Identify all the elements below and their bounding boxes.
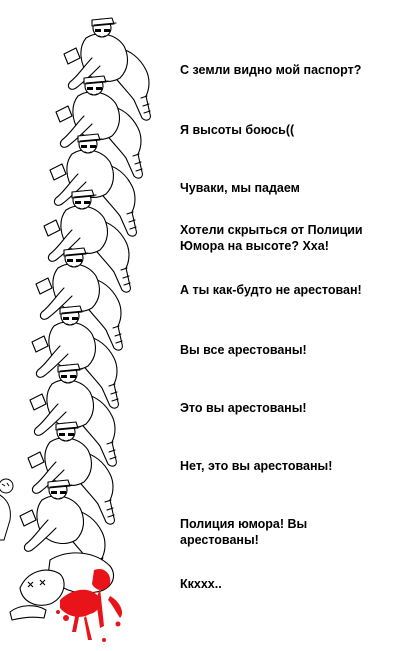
- caption-9: Полиция юмора! Вы арестованы!: [180, 517, 308, 547]
- caption-6: Вы все арестованы!: [180, 343, 307, 357]
- caption-4: Хотели скрыться от Полиции Юмора на высоте? Хха!: [180, 223, 363, 253]
- caption-1: С земли видно мой паспорт?: [180, 63, 362, 77]
- onlooker-figure: [0, 479, 13, 540]
- caption-10: Ккххх..: [180, 577, 222, 591]
- caption-5: А ты как-будто не арестован!: [180, 283, 362, 297]
- caption-3: Чуваки, мы падаем: [180, 181, 300, 195]
- caption-7: Это вы арестованы!: [180, 401, 307, 415]
- caption-2: Я высоты боюсь((: [180, 123, 295, 137]
- caption-8: Нет, это вы арестованы!: [180, 459, 333, 473]
- officer-stack: [20, 18, 150, 582]
